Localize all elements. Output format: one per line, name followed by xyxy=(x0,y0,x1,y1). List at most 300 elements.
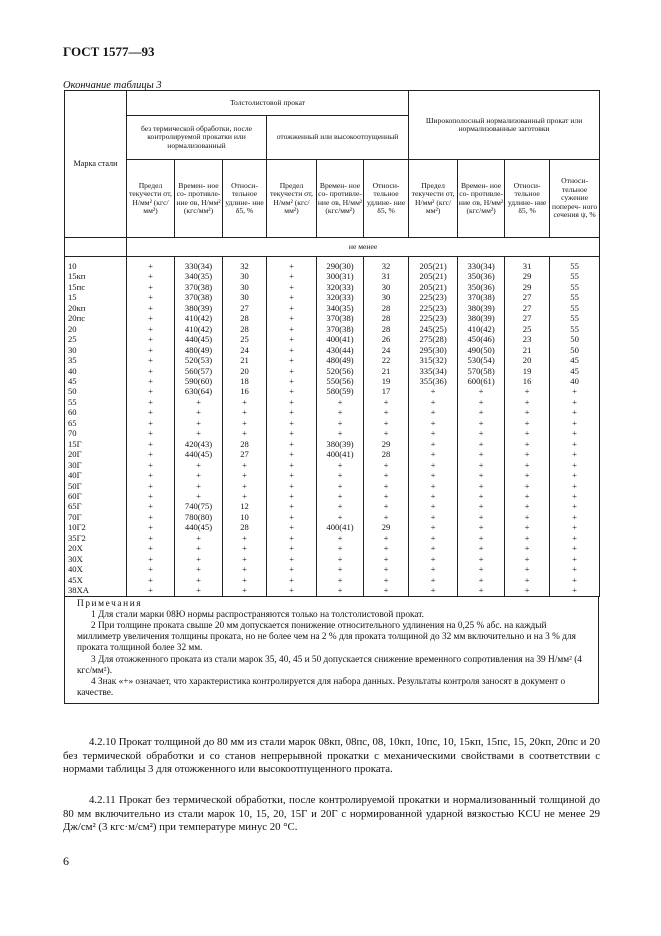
steel-grade-cell: 15 xyxy=(65,292,127,302)
value-cell: 22 xyxy=(364,355,409,365)
value-cell: + xyxy=(505,418,550,428)
value-cell: + xyxy=(550,512,600,522)
value-cell: + xyxy=(409,397,458,407)
value-cell: + xyxy=(127,345,175,355)
value-cell: 55 xyxy=(550,324,600,334)
value-cell: 28 xyxy=(223,522,267,532)
table-row xyxy=(65,324,600,334)
value-cell: + xyxy=(317,491,364,501)
table-row xyxy=(65,585,600,596)
value-cell: 380(39) xyxy=(458,313,505,323)
group-thick-plate: Толстолистовой прокат xyxy=(127,91,409,116)
value-cell: 780(80) xyxy=(175,512,223,522)
value-cell: 630(64) xyxy=(175,386,223,396)
value-cell: + xyxy=(223,460,267,470)
value-cell: 520(56) xyxy=(317,366,364,376)
value-cell: + xyxy=(267,481,317,491)
value-cell: + xyxy=(317,470,364,480)
value-cell: + xyxy=(267,543,317,553)
value-cell: + xyxy=(409,564,458,574)
value-cell: 490(50) xyxy=(458,345,505,355)
value-cell: + xyxy=(267,407,317,417)
value-cell: + xyxy=(267,376,317,386)
value-cell: 28 xyxy=(364,449,409,459)
value-cell: + xyxy=(409,407,458,417)
value-cell: + xyxy=(223,428,267,438)
value-cell: + xyxy=(127,324,175,334)
value-cell: + xyxy=(317,533,364,543)
value-cell: 55 xyxy=(550,313,600,323)
col-tensile-2: Времен- ное со- противле- ние σв, Н/мм² (кгс/мм²) xyxy=(317,160,364,238)
value-cell: + xyxy=(317,512,364,522)
value-cell: + xyxy=(127,575,175,585)
value-cell: 340(35) xyxy=(175,271,223,281)
table-row xyxy=(65,543,600,553)
value-cell: 55 xyxy=(550,257,600,272)
value-cell: 550(56) xyxy=(317,376,364,386)
value-cell: + xyxy=(505,533,550,543)
value-cell: + xyxy=(267,585,317,596)
col-reduction: Относи- тельное сужение попереч- ного сечения ψ, % xyxy=(550,160,600,238)
value-cell: + xyxy=(550,575,600,585)
value-cell: + xyxy=(550,501,600,511)
value-cell: + xyxy=(223,491,267,501)
value-cell: + xyxy=(267,271,317,281)
value-cell: 29 xyxy=(364,439,409,449)
table-row xyxy=(65,512,600,522)
value-cell: 520(53) xyxy=(175,355,223,365)
value-cell: + xyxy=(223,407,267,417)
value-cell: 10 xyxy=(223,512,267,522)
value-cell: 55 xyxy=(550,282,600,292)
value-cell: + xyxy=(175,428,223,438)
steel-grade-cell: 60 xyxy=(65,407,127,417)
table-row xyxy=(65,554,600,564)
value-cell: + xyxy=(223,585,267,596)
value-cell: + xyxy=(127,407,175,417)
value-cell: + xyxy=(550,585,600,596)
col-yield-1: Предел текучести σт, Н/мм² (кгс/мм²) xyxy=(127,160,175,238)
value-cell: + xyxy=(175,397,223,407)
value-cell: + xyxy=(317,481,364,491)
value-cell: + xyxy=(458,481,505,491)
value-cell: + xyxy=(127,292,175,302)
table-row xyxy=(65,491,600,501)
value-cell: + xyxy=(364,407,409,417)
value-cell: + xyxy=(409,501,458,511)
value-cell: + xyxy=(505,428,550,438)
value-cell: + xyxy=(364,512,409,522)
value-cell: 45 xyxy=(550,366,600,376)
value-cell: + xyxy=(127,282,175,292)
value-cell: + xyxy=(127,355,175,365)
value-cell: 27 xyxy=(505,303,550,313)
value-cell: + xyxy=(505,460,550,470)
value-cell: + xyxy=(127,564,175,574)
value-cell: + xyxy=(409,575,458,585)
value-cell: + xyxy=(175,554,223,564)
value-cell: + xyxy=(317,418,364,428)
value-cell: + xyxy=(267,324,317,334)
value-cell: + xyxy=(458,533,505,543)
steel-grade-cell: 15Г xyxy=(65,439,127,449)
value-cell: + xyxy=(550,407,600,417)
value-cell: + xyxy=(127,397,175,407)
note-4: 4 Знак «+» означает, что характеристика контролируется для набора данных. Результаты контроля заносят в документ о качестве. xyxy=(77,676,566,699)
col-yield-3: Предел текучести σт, Н/мм² (кгс/мм²) xyxy=(409,160,458,238)
value-cell: + xyxy=(127,512,175,522)
steel-grade-cell: 10Г2 xyxy=(65,522,127,532)
table-row xyxy=(65,575,600,585)
value-cell: 29 xyxy=(364,522,409,532)
value-cell: 225(23) xyxy=(409,292,458,302)
value-cell: 29 xyxy=(505,282,550,292)
value-cell: 440(45) xyxy=(175,449,223,459)
value-cell: + xyxy=(550,397,600,407)
value-cell: 450(46) xyxy=(458,334,505,344)
value-cell: 740(75) xyxy=(175,501,223,511)
value-cell: + xyxy=(127,439,175,449)
value-cell: + xyxy=(458,428,505,438)
value-cell: + xyxy=(127,376,175,386)
table-row xyxy=(65,418,600,428)
value-cell: + xyxy=(317,554,364,564)
value-cell: + xyxy=(409,522,458,532)
value-cell: + xyxy=(267,491,317,501)
value-cell: + xyxy=(267,575,317,585)
value-cell: 27 xyxy=(505,313,550,323)
value-cell: + xyxy=(550,543,600,553)
value-cell: + xyxy=(550,564,600,574)
value-cell: + xyxy=(458,449,505,459)
value-cell: + xyxy=(267,313,317,323)
value-cell: + xyxy=(505,564,550,574)
standard-header: ГОСТ 1577—93 xyxy=(63,44,155,59)
value-cell: + xyxy=(267,470,317,480)
value-cell: + xyxy=(223,481,267,491)
value-cell: 27 xyxy=(505,292,550,302)
value-cell: + xyxy=(127,303,175,313)
value-cell: + xyxy=(127,334,175,344)
value-cell: + xyxy=(505,554,550,564)
table-row xyxy=(65,334,600,344)
value-cell: + xyxy=(267,355,317,365)
value-cell: + xyxy=(267,303,317,313)
value-cell: 335(34) xyxy=(409,366,458,376)
value-cell: + xyxy=(409,585,458,596)
steel-grade-cell: 40 xyxy=(65,366,127,376)
value-cell: + xyxy=(127,313,175,323)
value-cell: + xyxy=(175,543,223,553)
steel-grade-cell: 60Г xyxy=(65,491,127,501)
value-cell: + xyxy=(127,428,175,438)
steel-grade-cell: 25 xyxy=(65,334,127,344)
value-cell: 340(35) xyxy=(317,303,364,313)
value-cell: + xyxy=(175,491,223,501)
value-cell: 320(33) xyxy=(317,292,364,302)
value-cell: 27 xyxy=(223,303,267,313)
value-cell: + xyxy=(317,397,364,407)
value-cell: + xyxy=(223,564,267,574)
value-cell: 55 xyxy=(550,303,600,313)
value-cell: + xyxy=(127,449,175,459)
value-cell: 19 xyxy=(505,366,550,376)
value-cell: 225(23) xyxy=(409,303,458,313)
value-cell: 380(39) xyxy=(317,439,364,449)
value-cell: 30 xyxy=(364,292,409,302)
value-cell: + xyxy=(458,460,505,470)
value-cell: + xyxy=(267,397,317,407)
value-cell: + xyxy=(127,481,175,491)
value-cell: + xyxy=(127,543,175,553)
value-cell: 24 xyxy=(223,345,267,355)
value-cell: + xyxy=(505,522,550,532)
steel-grade-cell: 45 xyxy=(65,376,127,386)
not-less-row: не менее xyxy=(127,238,600,257)
value-cell: + xyxy=(409,449,458,459)
steel-grade-cell: 15пс xyxy=(65,282,127,292)
value-cell: + xyxy=(458,564,505,574)
paragraph-4-2-11 xyxy=(63,794,600,835)
value-cell: + xyxy=(505,439,550,449)
value-cell: 400(41) xyxy=(317,334,364,344)
value-cell: + xyxy=(505,585,550,596)
value-cell: + xyxy=(458,585,505,596)
table-row xyxy=(65,428,600,438)
value-cell: + xyxy=(364,585,409,596)
value-cell: + xyxy=(127,491,175,501)
value-cell: + xyxy=(505,543,550,553)
value-cell: + xyxy=(550,481,600,491)
table-continuation-caption: Окончание таблицы 3 xyxy=(63,80,162,91)
value-cell: 320(33) xyxy=(317,282,364,292)
value-cell: + xyxy=(458,439,505,449)
value-cell: + xyxy=(364,397,409,407)
value-cell: 30 xyxy=(223,271,267,281)
value-cell: + xyxy=(267,386,317,396)
table-row xyxy=(65,397,600,407)
value-cell: + xyxy=(458,522,505,532)
col-elongation-2: Относи- тельное удлине- ние δ5, % xyxy=(364,160,409,238)
value-cell: + xyxy=(267,257,317,272)
value-cell: 45 xyxy=(550,355,600,365)
value-cell: 440(45) xyxy=(175,334,223,344)
value-cell: + xyxy=(175,407,223,417)
value-cell: + xyxy=(127,501,175,511)
steel-grade-cell: 20Х xyxy=(65,543,127,553)
value-cell: + xyxy=(505,501,550,511)
marka-header: Марка стали xyxy=(65,91,127,238)
value-cell: + xyxy=(127,470,175,480)
value-cell: 16 xyxy=(505,376,550,386)
value-cell: + xyxy=(223,397,267,407)
value-cell: 570(58) xyxy=(458,366,505,376)
value-cell: 380(39) xyxy=(458,303,505,313)
value-cell: + xyxy=(223,470,267,480)
value-cell: 410(42) xyxy=(175,313,223,323)
value-cell: 205(21) xyxy=(409,271,458,281)
value-cell: + xyxy=(458,554,505,564)
value-cell: 410(42) xyxy=(458,324,505,334)
steel-grade-cell: 65Г xyxy=(65,501,127,511)
value-cell: + xyxy=(505,491,550,501)
col-elongation-1: Относи- тельное удлине- ние δ5, % xyxy=(223,160,267,238)
value-cell: 21 xyxy=(223,355,267,365)
subgroup-annealed: отожженный или высокоотпущенный xyxy=(267,116,409,160)
value-cell: + xyxy=(175,481,223,491)
value-cell: 21 xyxy=(364,366,409,376)
value-cell: + xyxy=(127,418,175,428)
value-cell: + xyxy=(458,543,505,553)
value-cell: + xyxy=(409,533,458,543)
value-cell: + xyxy=(175,564,223,574)
steel-grade-cell: 20 xyxy=(65,324,127,334)
value-cell: + xyxy=(364,501,409,511)
value-cell: + xyxy=(317,501,364,511)
value-cell: 560(57) xyxy=(175,366,223,376)
value-cell: + xyxy=(409,418,458,428)
value-cell: + xyxy=(550,533,600,543)
value-cell: + xyxy=(317,564,364,574)
value-cell: 12 xyxy=(223,501,267,511)
value-cell: + xyxy=(175,470,223,480)
value-cell: + xyxy=(127,257,175,272)
value-cell: 245(25) xyxy=(409,324,458,334)
value-cell: + xyxy=(127,366,175,376)
value-cell: + xyxy=(267,418,317,428)
note-1: 1 Для стали марки 08Ю нормы распространяются только на толстолистовой прокат. xyxy=(91,609,424,620)
value-cell: 370(38) xyxy=(175,282,223,292)
value-cell: + xyxy=(409,491,458,501)
value-cell: + xyxy=(267,460,317,470)
paragraph-text: 4.2.11 Прокат без термической обработки, после контролируемой прокатки и нормализованный толщиной до 80 мм включительно из стали марок 10, 15, 20, 15Г и 20Г с нормированной ударной вязкостью KCU не менее 29 Дж/см² (3 кгс·м/см²) при температуре минус 20 °С. xyxy=(63,794,600,834)
value-cell: + xyxy=(458,397,505,407)
steel-grade-cell: 45Х xyxy=(65,575,127,585)
value-cell: + xyxy=(550,439,600,449)
steel-grade-cell: 35Г2 xyxy=(65,533,127,543)
steel-grade-cell: 38ХА xyxy=(65,585,127,596)
value-cell: + xyxy=(364,491,409,501)
col-elongation-3: Относи- тельное удлине- ние δ5, % xyxy=(505,160,550,238)
value-cell: + xyxy=(550,428,600,438)
value-cell: 28 xyxy=(223,324,267,334)
value-cell: + xyxy=(175,533,223,543)
value-cell: + xyxy=(317,407,364,417)
value-cell: + xyxy=(127,554,175,564)
value-cell: 26 xyxy=(364,334,409,344)
value-cell: 430(44) xyxy=(317,345,364,355)
value-cell: + xyxy=(458,501,505,511)
value-cell: + xyxy=(267,522,317,532)
value-cell: + xyxy=(267,345,317,355)
value-cell: 480(49) xyxy=(317,355,364,365)
value-cell: 32 xyxy=(364,257,409,272)
value-cell: + xyxy=(127,585,175,596)
steel-grade-cell: 65 xyxy=(65,418,127,428)
steel-grade-cell: 30 xyxy=(65,345,127,355)
table-row xyxy=(65,481,600,491)
value-cell: + xyxy=(550,460,600,470)
value-cell: + xyxy=(505,449,550,459)
value-cell: + xyxy=(458,575,505,585)
value-cell: + xyxy=(409,439,458,449)
value-cell: 590(60) xyxy=(175,376,223,386)
table-row xyxy=(65,303,600,313)
value-cell: 50 xyxy=(550,334,600,344)
value-cell: + xyxy=(267,512,317,522)
value-cell: + xyxy=(317,585,364,596)
value-cell: + xyxy=(175,460,223,470)
value-cell: + xyxy=(364,481,409,491)
subgroup-no-heat-treatment: без термической обработки, после контролируемой прокатки или нормализованный xyxy=(127,116,267,160)
table-row xyxy=(65,522,600,532)
value-cell: 410(42) xyxy=(175,324,223,334)
table-row xyxy=(65,313,600,323)
value-cell: + xyxy=(505,512,550,522)
value-cell: 420(43) xyxy=(175,439,223,449)
value-cell: + xyxy=(175,575,223,585)
value-cell: + xyxy=(505,407,550,417)
value-cell: + xyxy=(550,386,600,396)
value-cell: 31 xyxy=(364,271,409,281)
value-cell: 350(36) xyxy=(458,282,505,292)
table-3-container xyxy=(64,90,599,704)
value-cell: 290(30) xyxy=(317,257,364,272)
value-cell: 580(59) xyxy=(317,386,364,396)
value-cell: + xyxy=(409,470,458,480)
value-cell: + xyxy=(223,543,267,553)
table-row xyxy=(65,449,600,459)
steel-grade-cell: 55 xyxy=(65,397,127,407)
value-cell: 25 xyxy=(505,324,550,334)
table-row xyxy=(65,292,600,302)
steel-grade-cell: 30Х xyxy=(65,554,127,564)
value-cell: 275(28) xyxy=(409,334,458,344)
table-row xyxy=(65,257,600,272)
value-cell: 20 xyxy=(505,355,550,365)
value-cell: + xyxy=(267,428,317,438)
table-row xyxy=(65,271,600,281)
value-cell: + xyxy=(458,491,505,501)
value-cell: + xyxy=(505,397,550,407)
value-cell: + xyxy=(409,512,458,522)
value-cell: + xyxy=(458,418,505,428)
value-cell: + xyxy=(127,386,175,396)
value-cell: + xyxy=(127,522,175,532)
steel-grade-cell: 15кп xyxy=(65,271,127,281)
value-cell: + xyxy=(550,418,600,428)
steel-grade-cell: 20кп xyxy=(65,303,127,313)
value-cell: 24 xyxy=(364,345,409,355)
value-cell: 30 xyxy=(223,282,267,292)
value-cell: 30 xyxy=(364,282,409,292)
value-cell: 30 xyxy=(223,292,267,302)
value-cell: 380(39) xyxy=(175,303,223,313)
value-cell: 18 xyxy=(223,376,267,386)
value-cell: + xyxy=(364,460,409,470)
value-cell: 295(30) xyxy=(409,345,458,355)
steel-grade-cell: 50 xyxy=(65,386,127,396)
value-cell: + xyxy=(364,564,409,574)
value-cell: + xyxy=(364,554,409,564)
col-tensile-3: Времен- ное со- противле- ние σв, Н/мм² (кгс/мм²) xyxy=(458,160,505,238)
value-cell: + xyxy=(364,533,409,543)
value-cell: 440(45) xyxy=(175,522,223,532)
value-cell: 225(23) xyxy=(409,313,458,323)
table-row xyxy=(65,564,600,574)
value-cell: + xyxy=(317,543,364,553)
notes-title: Примечания xyxy=(77,598,143,609)
